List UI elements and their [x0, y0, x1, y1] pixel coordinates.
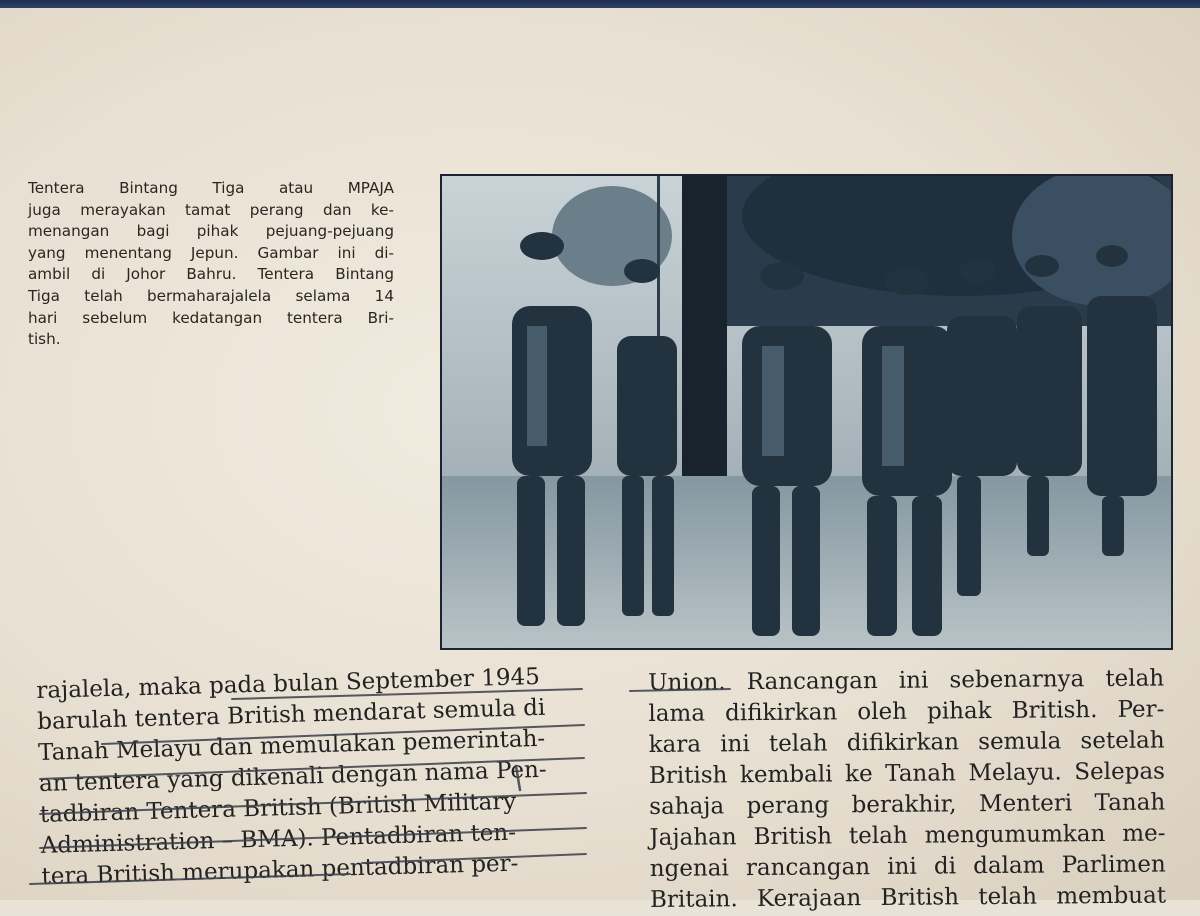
text-line: ngenai rancangan ini di dalam Parlimen	[649, 851, 1166, 882]
text-line: Administration – BMA). Pentadbiran ten-	[40, 819, 517, 859]
caption-line: Tentera Bintang Tiga atau MPAJA	[28, 179, 394, 197]
text-line: Britain. Kerajaan British telah membuat	[649, 882, 1167, 913]
caption-line: tish.	[28, 330, 61, 349]
text-line: kara ini telah difikirkan semula setelah	[648, 727, 1165, 758]
text-line: tadbiran Tentera British (British Military	[39, 788, 517, 828]
caption-line: yang menentang Jepun. Gambar ini di-	[28, 243, 394, 262]
text-line: Union. Rancangan ini sebenarnya telah	[648, 665, 1165, 696]
body-text-right-column	[648, 663, 1166, 915]
caption-line: juga merayakan tamat perang dan ke-	[28, 200, 394, 219]
caption-line: Tiga telah bermaharajalela selama 14	[28, 286, 394, 305]
text-line: lama difikirkan oleh pihak British. Per-	[648, 696, 1165, 727]
caption-line: hari sebelum kedatangan tentera Bri-	[28, 308, 394, 327]
caption-line: menangan bagi pihak pejuang-pejuang	[28, 222, 394, 241]
text-line: tera British merupakan pentadbiran per-	[41, 850, 519, 890]
caption-line: ambil di Johor Bahru. Tentera Bintang	[28, 265, 394, 284]
book-page	[0, 8, 1200, 913]
text-line: British kembali ke Tanah Melayu. Selepas	[648, 758, 1166, 789]
photo-caption	[28, 178, 394, 351]
text-line: sahaja perang berakhir, Menteri Tanah	[649, 789, 1166, 820]
text-line: an tentera yang dikenali dengan nama Pen-	[38, 756, 547, 797]
text-line: Jajahan British telah mengumumkan me-	[649, 820, 1166, 851]
text-line: rajalela, maka pada bulan September 1945	[36, 663, 541, 704]
historical-photo	[440, 174, 1173, 650]
text-line: Tanah Melayu dan memulakan pemerintah-	[37, 725, 546, 766]
text-line: barulah tentera British mendarat semula di	[36, 694, 546, 735]
body-text-left-column	[36, 661, 592, 893]
